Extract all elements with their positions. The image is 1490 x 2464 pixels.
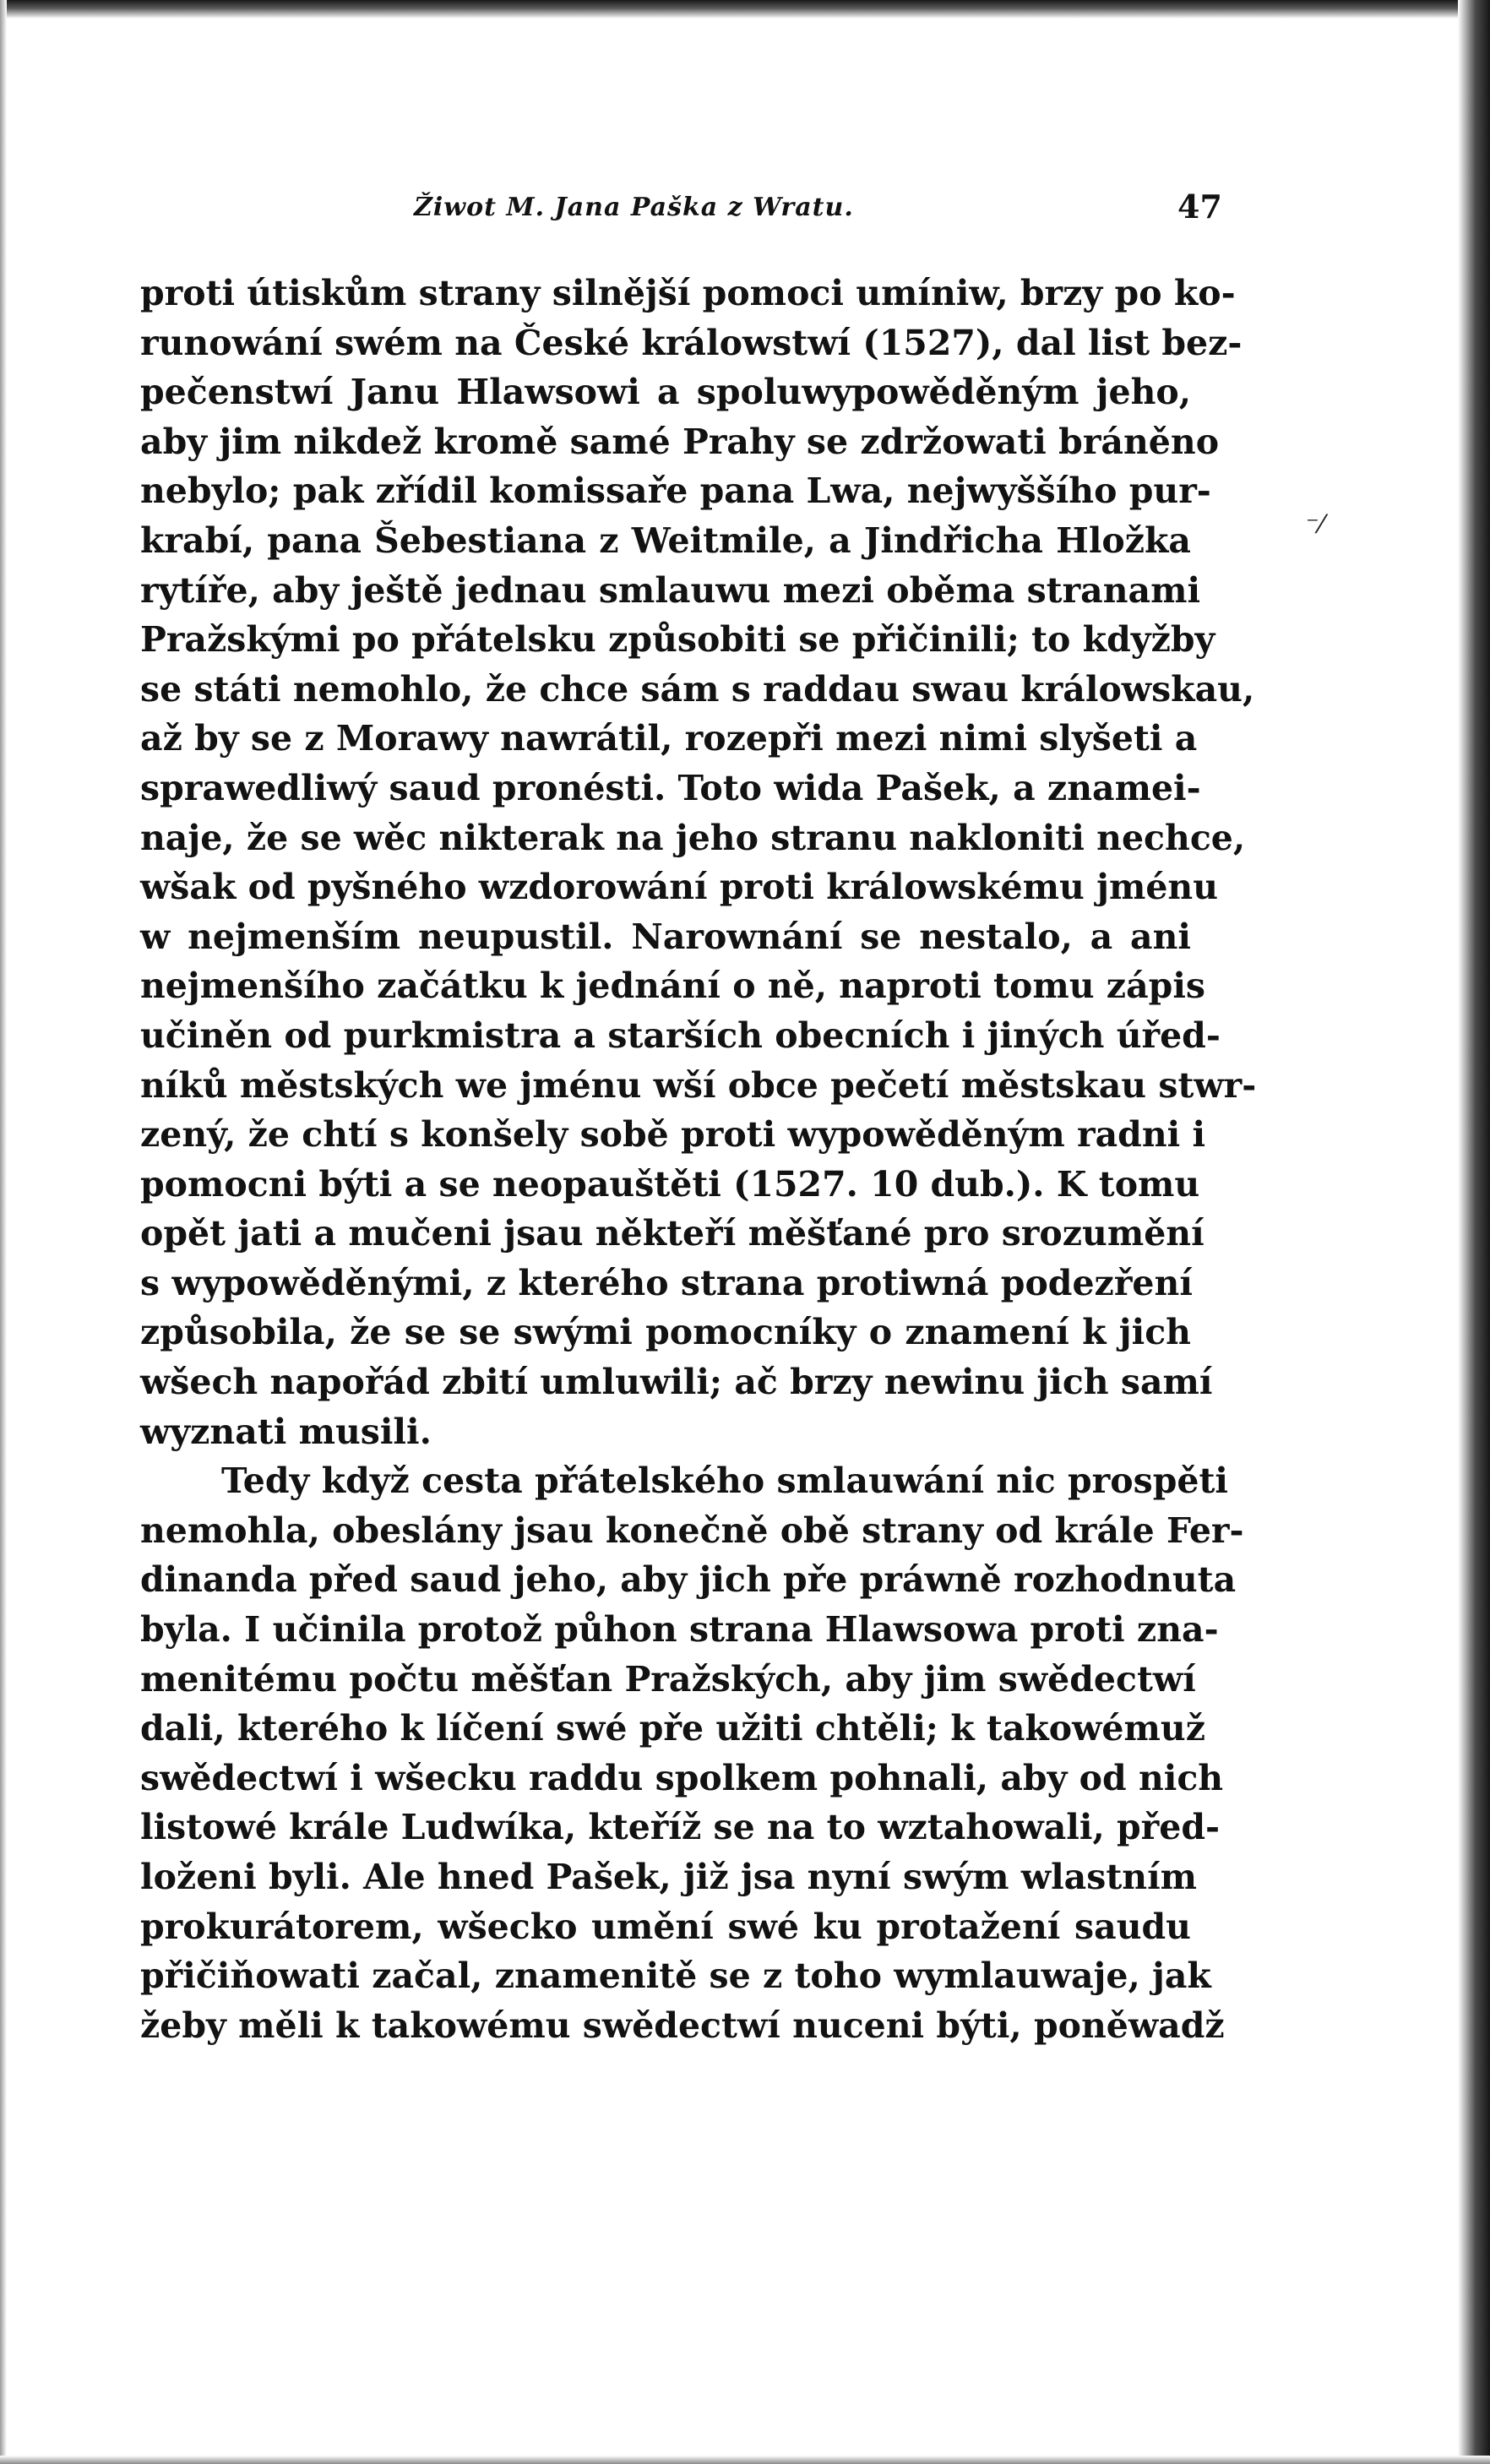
text-line: prokurátorem, wšecko umění swé ku protažení saudu xyxy=(140,1906,1191,1947)
text-line: s wypowěděnými, z kterého strana protiwná podezření xyxy=(140,1262,1193,1303)
text-line: nemohla, obeslány jsau konečně obě strany od krále Fer- xyxy=(140,1509,1244,1551)
text-line: opět jati a mučeni jsau někteří měšťané pro srozumění xyxy=(140,1213,1205,1254)
text-line: dinanda před saud jeho, aby jich pře práwně rozhodnuta xyxy=(140,1559,1237,1601)
text-line: runowání swém na České králowstwí (1527), dal list bez- xyxy=(140,322,1243,363)
text-line: dali, kterého k líčení swé pře užiti chtěli; k takowémuž xyxy=(140,1708,1205,1749)
text-line: Pražskými po přátelsku způsobiti se přičinili; to kdyžby xyxy=(140,619,1215,661)
text-line: wšech napořád zbití umluwili; ač brzy newinu jich samí xyxy=(140,1362,1213,1403)
text-line: způsobila, že se se swými pomocníky o znamení k jich xyxy=(140,1312,1191,1353)
running-head: Žiwot M. Jana Paška z Wratu. xyxy=(414,193,854,222)
paragraph-1 xyxy=(140,269,1257,1456)
text-line: proti útiskům strany silnější pomoci umíniw, brzy po ko- xyxy=(140,273,1236,313)
text-line: sprawedliwý saud pronésti. Toto wida Pašek, a znamei- xyxy=(140,767,1201,808)
text-line: se státi nemohlo, že chce sám s raddau swau králowskau, xyxy=(140,668,1255,710)
scan-edge-right xyxy=(1458,0,1490,2464)
text-line: loženi byli. Ale hned Pašek, již jsa nyní swým wlastním xyxy=(140,1857,1198,1897)
text-line: žeby měli k takowému swědectwí nuceni býti, poněwadž xyxy=(140,2004,1225,2046)
text-line: aby jim nikdež kromě samé Prahy se zdržowati bráněno xyxy=(140,421,1220,462)
text-line: pomocni býti a se neopauštěti (1527. 10 dub.). K tomu xyxy=(140,1163,1200,1205)
scan-edge-left xyxy=(0,0,7,2464)
text-line: nebylo; pak zřídil komissaře pana Lwa, nejwyššího pur- xyxy=(140,470,1211,512)
text-line: rytíře, aby ještě jednau smlauwu mezi oběma stranami xyxy=(140,569,1201,611)
text-line: swědectwí i wšecku raddu spolkem pohnali, aby od nich xyxy=(140,1757,1224,1798)
text-line: níků městských we jménu wší obce pečetí městskau stwr- xyxy=(140,1064,1257,1106)
paragraph-2 xyxy=(140,1456,1244,2050)
scan-edge-top xyxy=(0,0,1490,19)
text-line: nejmenšího začátku k jednání o ně, naproti tomu zápis xyxy=(140,965,1205,1007)
text-line: menitému počtu měšťan Pražských, aby jim swědectwí xyxy=(140,1658,1196,1700)
text-line: w nejmenším neupustil. Narownání se nestalo, a ani xyxy=(140,916,1191,957)
text-line: Tedy když cesta přátelského smlauwání nic prospěti xyxy=(221,1460,1228,1502)
text-line: naje, že se wěc nikterak na jeho stranu nakloniti nechce, xyxy=(140,817,1246,858)
text-line: wšak od pyšného wzdorowání proti králowskému jménu xyxy=(140,867,1219,908)
margin-mark: ⁻⁄ xyxy=(1306,510,1324,540)
text-block xyxy=(140,269,1257,2050)
text-line: byla. I učinila protož půhon strana Hlawsowa proti zna- xyxy=(140,1609,1219,1651)
page-number: 47 xyxy=(1177,188,1222,226)
text-line: až by se z Morawy nawrátil, rozepři mezi nimi slyšeti a xyxy=(140,718,1198,759)
text-line: zený, že chtí s konšely sobě proti wypowěděným radni i xyxy=(140,1114,1206,1156)
text-line: krabí, pana Šebestiana z Weitmile, a Jindřicha Hložka xyxy=(140,519,1191,561)
text-line: učiněn od purkmistra a starších obecních i jiných úřed- xyxy=(140,1014,1221,1056)
scan-edge-bottom xyxy=(0,2456,1490,2464)
text-line: listowé krále Ludwíka, kteříž se na to wztahowali, před- xyxy=(140,1807,1221,1848)
text-line: pečenstwí Janu Hlawsowi a spoluwypowěděným jeho, xyxy=(140,372,1191,413)
text-line: wyznati musili. xyxy=(140,1411,432,1452)
text-line: přičiňowati začal, znamenitě se z toho wymlauwaje, jak xyxy=(140,1955,1211,1997)
